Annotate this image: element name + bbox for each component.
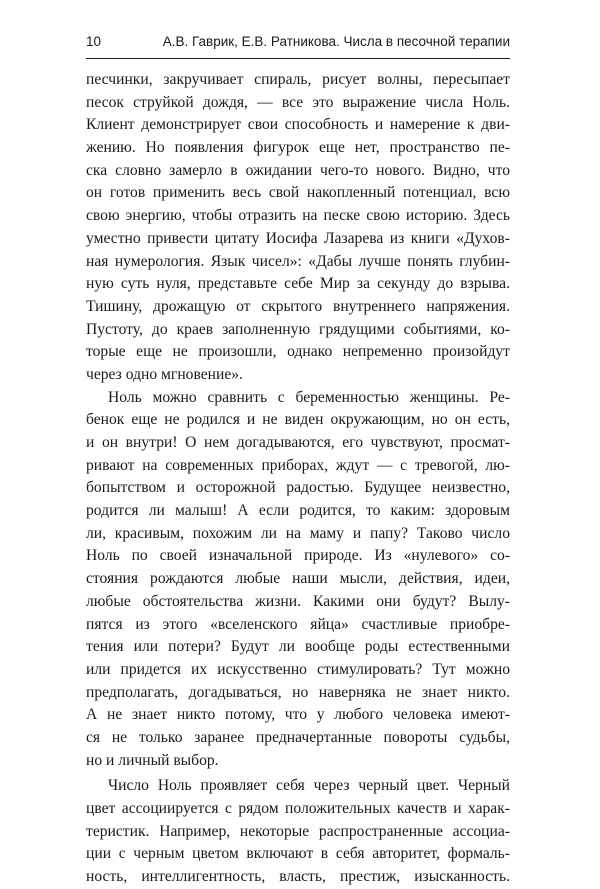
text-line: или придется их искусственно стимулировать? Тут можно <box>86 660 510 678</box>
text-line: ная нумерология. Язык чисел»: «Дабы лучше понять глубин- <box>86 252 510 270</box>
text-line: ции с черным цветом включают в себя авторитет, формаль- <box>86 845 510 863</box>
text-line: цвет ассоциируется с рядом положительных качеств и харак- <box>86 800 510 817</box>
text-line: торые еще не произошли, однако непременно произойдут <box>86 343 510 361</box>
text-line: стояния рождаются любые наши мысли, действия, идеи, <box>86 570 510 588</box>
text-line: ся не только заранее предначертанные повороты судьбы, <box>86 728 510 746</box>
text-line: Ноль по своей изначальной природе. Из «нулевого» со- <box>86 547 510 565</box>
page-number: 10 <box>86 34 102 49</box>
text-line: Число Ноль проявляет себя через черный цвет. Черный <box>108 777 510 795</box>
text-line: Ноль можно сравнить с беременностью женщины. Ре- <box>108 388 510 406</box>
text-line: уместно привести цитату Иосифа Лазарева из книги «Духов- <box>86 229 510 247</box>
text-line: ность, интеллигентность, власть, престиж, изысканность. <box>86 868 510 886</box>
text-line: но и личный выбор. <box>86 751 219 769</box>
text-line: любые обстоятельства жизни. Какими они будут? Вылу- <box>86 592 510 610</box>
body-text <box>86 69 510 889</box>
text-line: ска словно замерло в ожидании чего-то нового. Видно, что <box>86 161 510 179</box>
text-line: тения или потери? Будут ли вообще роды естественными <box>86 638 510 656</box>
text-line: Пустоту, до краев заполненную грядущими событиями, ко- <box>86 320 510 338</box>
text-line: пятся из этого «вселенского яйца» счастливые приобре- <box>86 615 510 633</box>
text-line: бопытством и осторожной радостью. Будущее неизвестно, <box>86 479 510 497</box>
text-line: А не знает никто потому, что у любого человека имеют- <box>86 706 510 724</box>
text-line: ривают на современных приборах, ждут — с тревогой, лю- <box>86 456 510 474</box>
header-divider <box>86 58 510 59</box>
running-title: А.В. Гаврик, Е.В. Ратникова. Числа в песочной терапии <box>162 34 510 49</box>
text-line: песок струйкой дождя, — все это выражение числа Ноль. <box>86 93 510 111</box>
text-line: песчинки, закручивает спираль, рисует волны, пересыпает <box>86 71 510 88</box>
text-line: Тишину, дрожащую от скрытого внутреннего напряжения. <box>86 297 510 315</box>
paragraph-1 <box>86 69 510 387</box>
text-line: теристик. Например, некоторые распространенные ассоциа- <box>86 822 510 840</box>
text-line: ли, красивым, похожим ли на маму и папу? Таково число <box>86 524 510 542</box>
text-line: Клиент демонстрирует свои способность и намерение к дви- <box>86 116 510 134</box>
text-line: ную суть нуля, представьте себе Мир за секунду до взрыва. <box>86 275 510 293</box>
text-line: предполагать, догадываться, но наверняка не знает никто. <box>86 683 510 701</box>
text-line: жению. Но появления фигурок еще нет, пространство пе- <box>86 139 510 157</box>
text-line: через одно мгновение». <box>86 365 243 383</box>
text-line: родится ли малыш! А если родится, то каким: здоровым <box>86 502 510 520</box>
running-header <box>86 32 510 52</box>
text-line: свою энергию, чтобы отразить на песке свою историю. Здесь <box>86 207 510 225</box>
text-line: и он внутри! О нем догадываются, его чувствуют, просмат- <box>86 434 510 451</box>
paragraph-2 <box>86 387 510 773</box>
text-line: бенок еще не родился и не виден окружающим, но он есть, <box>86 411 510 429</box>
paragraph-3 <box>86 775 510 888</box>
text-line: он готов применить весь свой накопленный потенциал, всю <box>86 184 510 202</box>
